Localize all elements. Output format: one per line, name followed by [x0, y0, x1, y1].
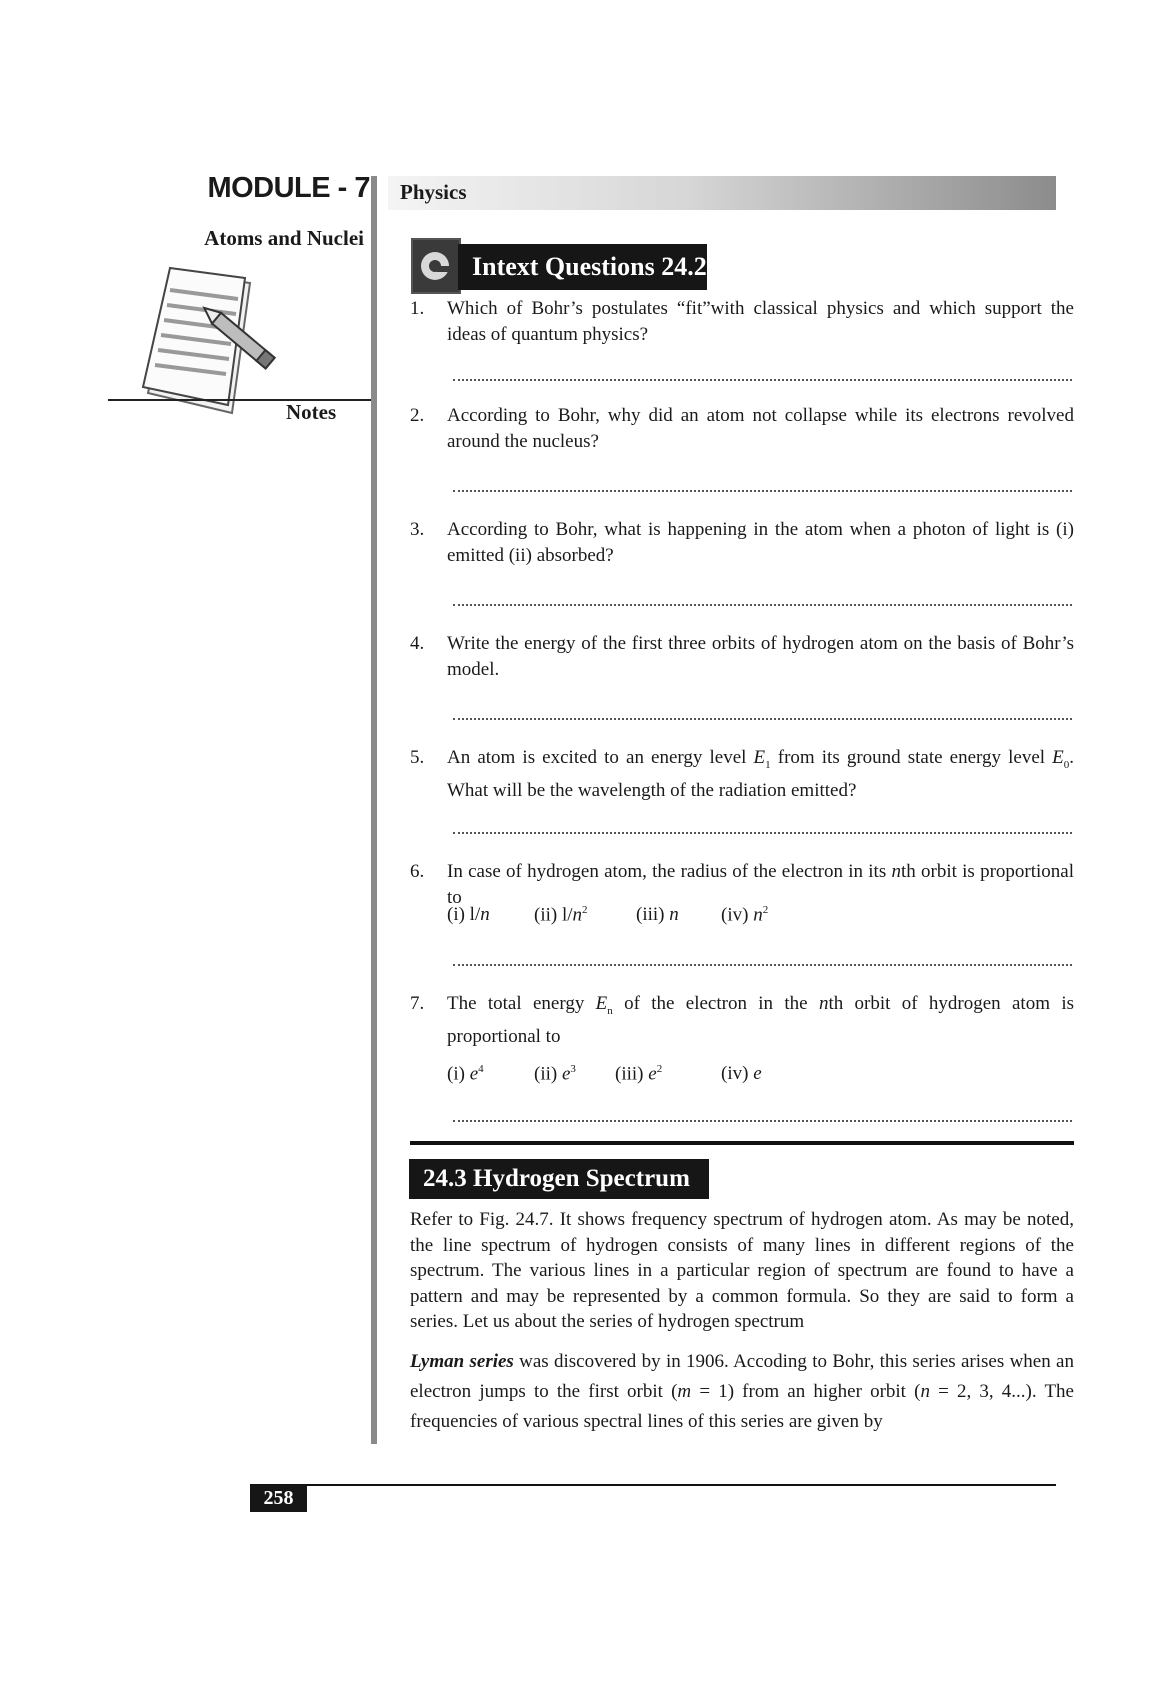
question-5 — [410, 745, 1074, 804]
question-number: 5. — [410, 747, 425, 768]
question-3 — [410, 517, 1074, 569]
question-1 — [410, 296, 1074, 348]
lyman-paragraph: Lyman series was discovered by in 1906. Accoding to Bohr, this series arises when an electron jumps to the first orbit (m = 1) from an higher orbit (n = 2, 3, 4...). The frequencies of various spectral lines of this series are given by — [410, 1351, 1074, 1432]
option-iv[interactable]: (iv) $n^2$ — [721, 904, 769, 926]
question-text: An atom is excited to an energy level $E_1$ from its ground state energy level $E_0$. What will be the wavelength of the radiation emitted? — [447, 747, 1074, 801]
question-number: 7. — [410, 993, 425, 1014]
question-number: 2. — [410, 405, 425, 426]
answer-line[interactable] — [453, 718, 1072, 720]
question-number: 3. — [410, 519, 425, 540]
notes-label: Notes — [286, 400, 337, 424]
module-title: MODULE - 7 — [207, 172, 370, 204]
question-text: In case of hydrogen atom, the radius of the electron in its nth orbit is proportional to — [447, 861, 1075, 908]
subject-title: Physics — [400, 180, 467, 204]
option-i[interactable]: (i) l/n — [447, 904, 490, 925]
option-iv[interactable]: (iv) e — [721, 1063, 762, 1084]
option-iii[interactable]: (iii) n — [636, 904, 679, 925]
section-title: 24.3 Hydrogen Spectrum — [409, 1159, 709, 1199]
option-i[interactable]: (i) $e^4$ — [447, 1063, 484, 1085]
answer-line[interactable] — [453, 1120, 1072, 1122]
answer-line[interactable] — [453, 832, 1072, 834]
footer-rule — [250, 1484, 1056, 1486]
question-text: According to Bohr, why did an atom not collapse while its electrons revolved around the nucleus? — [447, 405, 1074, 452]
question-number: 1. — [410, 298, 425, 319]
option-ii[interactable]: (ii) $e^3$ — [534, 1063, 576, 1085]
question-text: According to Bohr, what is happening in the atom when a photon of light is (i) emitted (ii) absorbed? — [447, 519, 1074, 566]
question-number: 6. — [410, 861, 425, 882]
margin-rule — [371, 176, 377, 1444]
section-divider — [410, 1141, 1074, 1145]
question-text: The total energy $E_n$ of the electron in the nth orbit of hydrogen atom is proportional to — [447, 993, 1074, 1047]
module-subtitle: Atoms and Nuclei — [204, 226, 364, 250]
question-text: Which of Bohr’s postulates “fit”with classical physics and which support the ideas of quantum physics? — [447, 298, 1074, 345]
header-strip — [388, 176, 1056, 210]
question-7 — [410, 991, 1074, 1050]
question-text: Write the energy of the first three orbits of hydrogen atom on the basis of Bohr’s model. — [447, 633, 1074, 680]
question-4 — [410, 631, 1074, 683]
notepad-pencil-icon — [140, 265, 290, 415]
intext-questions-title: Intext Questions 24.2 — [458, 244, 707, 290]
question-2 — [410, 403, 1074, 455]
answer-line[interactable] — [453, 964, 1072, 966]
option-iii[interactable]: (iii) $e^2$ — [615, 1063, 663, 1085]
question-number: 4. — [410, 633, 425, 654]
answer-line[interactable] — [453, 490, 1072, 492]
section-paragraph: Refer to Fig. 24.7. It shows frequency spectrum of hydrogen atom. As may be noted, the line spectrum of hydrogen consists of many lines in different regions of the spectrum. The various lines in a particular region of spectrum are found to have a pattern and may be represented by a common formula. So they are said to form a series. Let us about the series of hydrogen spectrum — [410, 1209, 1074, 1332]
page-number: 258 — [250, 1485, 307, 1512]
option-ii[interactable]: (ii) $l/n^2$ — [534, 904, 588, 926]
answer-line[interactable] — [453, 379, 1072, 381]
question-icon — [411, 238, 461, 294]
answer-line[interactable] — [453, 604, 1072, 606]
